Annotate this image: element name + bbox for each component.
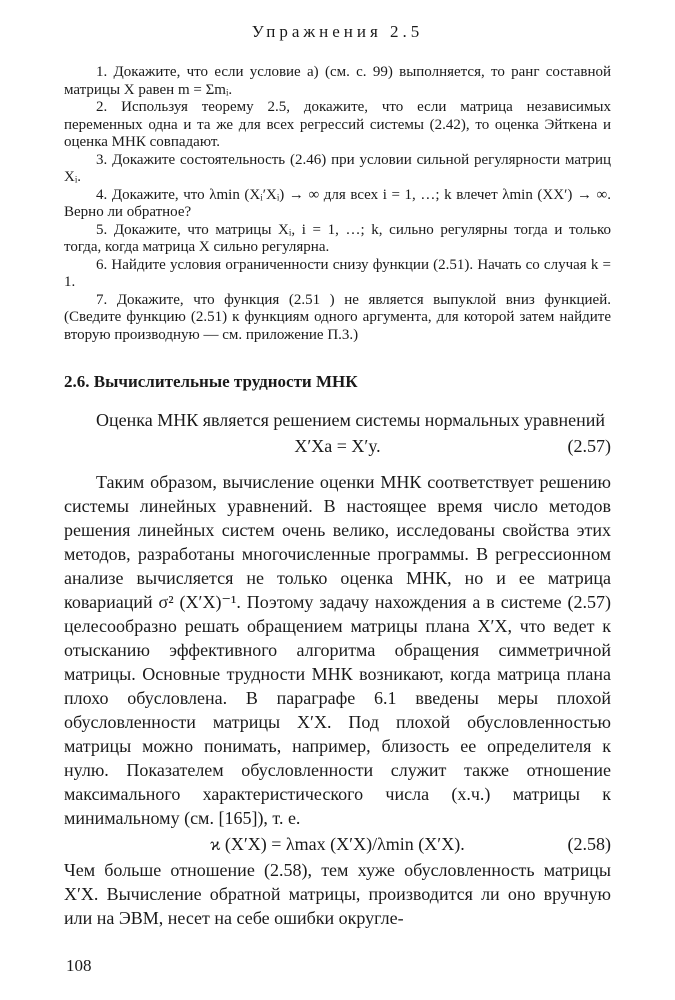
equation-2-57 [64, 432, 611, 460]
equation-number: (2.57) [567, 436, 611, 456]
equation-body: ϰ (X′X) = λmax (X′X)/λmin (X′X). [210, 834, 465, 854]
equation-body: X′Xa = X′y. [294, 436, 381, 456]
equation-number: (2.58) [567, 834, 611, 854]
section-heading: 2.6. Вычислительные трудности МНК [64, 372, 358, 391]
page [64, 22, 611, 930]
equation-2-58 [64, 830, 611, 858]
paragraph: Чем больше отношение (2.58), тем хуже обусловленность матрицы X′X. Вычисление обратной матрицы, производится ли оно вручную или на ЭВМ, несет на себе ошибки округле- [64, 860, 611, 928]
exercise-list [64, 64, 611, 344]
exercise-item: 5. Докажите, что матрицы Xᵢ, i = 1, …; k, сильно регулярны тогда и только тогда, когда матрица X сильно регулярна. [64, 221, 611, 255]
exercise-item: 3. Докажите состоятельность (2.46) при условии сильной регулярности матриц Xᵢ. [64, 151, 611, 185]
section-body [64, 408, 611, 930]
running-head: Упражнения 2.5 [251, 22, 424, 41]
exercise-item: 1. Докажите, что если условие а) (см. с. 99) выполняется, то ранг составной матрицы X равен m = Σmᵢ. [64, 64, 611, 98]
intro-paragraph: Оценка МНК является решением системы нормальных уравнений [96, 410, 606, 430]
exercise-item: 7. Докажите, что функция (2.51 ) не является выпуклой вниз функцией. (Сведите функцию (2.51) к функциям одного аргумента, для которой затем найдите вторую производную — см. приложение П.3.) [64, 291, 611, 343]
exercise-item: 6. Найдите условия ограниченности снизу функции (2.51). Начать со случая k = 1. [64, 256, 611, 290]
exercise-item: 2. Используя теорему 2.5, докажите, что если матрица независимых переменных одна и та же для всех регрессий системы (2.42), то оценка Эйткена и оценка МНК совпадают. [64, 99, 611, 150]
page-number: 108 [66, 956, 92, 975]
exercise-item: 4. Докажите, что λmin (Xᵢ′Xᵢ) → ∞ для всех i = 1, …; k влечет λmin (XX′) → ∞. Верно ли обратное? [64, 186, 611, 220]
paragraph: Таким образом, вычисление оценки МНК соответствует решению системы линейных уравнений. В настоящее время число методов решения линейных систем очень велико, исследованы свойства этих методов, разработаны многочисленные программы. В регрессионном анализе вычисляется не только оценка МНК, но и ее матрица ковариаций σ² (X′X)⁻¹. Поэтому задачу нахождения a в системе (2.57) целесообразно решать обращением матрицы плана X′X, что ведет к отысканию эффективного алгоритма обращения симметричной матрицы. Основные трудности МНК возникают, когда матрица плана плохо обусловлена. В параграфе 6.1 введены меры плохой обусловленности матрицы X′X. Под плохой обусловленностью матрицы можно понимать, например, близость ее определителя к нулю. Показателем обусловленности служит также отношение максимального характеристического числа (х.ч.) матрицы к минимальному (см. [165]), т. е. [64, 472, 611, 828]
